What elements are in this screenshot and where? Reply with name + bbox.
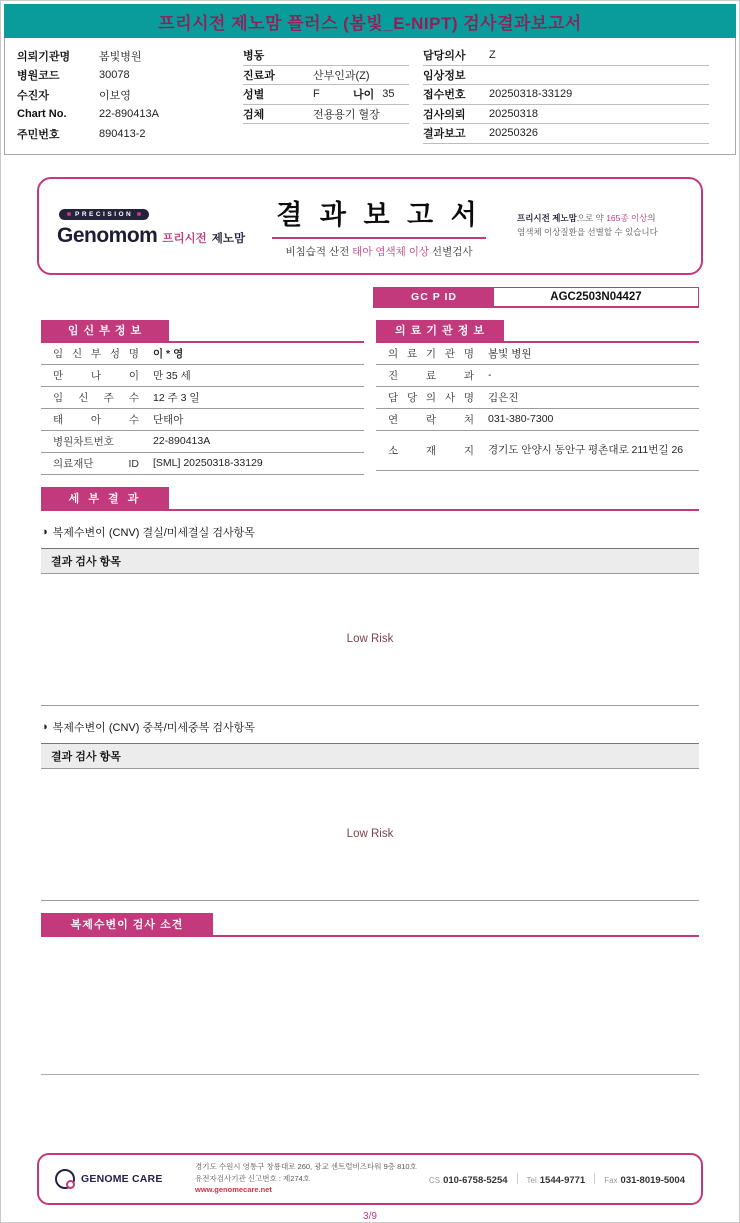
row-value: 22-890413A: [153, 435, 211, 447]
footer-contacts: [429, 1170, 685, 1188]
contact-value: 031-8019-5004: [620, 1174, 685, 1186]
genomecare-brand-name: GENOME CARE: [81, 1172, 163, 1185]
service-tagline: [517, 212, 683, 239]
table-row: [376, 409, 699, 431]
cnv-deletion-title-text: 복제수변이 (CNV) 결실/미세결실 검사항목: [52, 526, 255, 539]
logo-wordmark: [57, 224, 246, 248]
document-subtitle: [241, 244, 517, 259]
patient-header-box: [4, 38, 736, 155]
row-label: 담 당 의 사 명: [388, 391, 474, 404]
genomecare-brand: [55, 1169, 183, 1189]
badge-text: PRECISION: [75, 210, 134, 218]
footer: [37, 1153, 703, 1205]
row-value: 봄빛 병원: [488, 347, 532, 360]
contact-label: Fax: [604, 1175, 618, 1185]
risk-status: Low Risk: [346, 828, 394, 840]
row-value: [SML] 20250318-33129: [153, 457, 263, 469]
field-label: 검체: [243, 108, 265, 121]
field-value: 20250318: [489, 107, 538, 120]
field-value: 20250318-33129: [489, 88, 573, 101]
subtitle-highlight: 태아 염색체 이상: [352, 245, 430, 258]
tagline-brand: 프리시전 제노맘: [517, 212, 577, 223]
tagline-highlight: 165종 이상: [606, 212, 648, 223]
field-label: 진료과: [243, 69, 275, 82]
field-label: 주민번호: [17, 128, 60, 141]
row-label: 태 아 수: [53, 413, 139, 426]
row-label: 의 료 기 관 명: [388, 347, 474, 360]
report-title: 프리시전 제노맘 플러스 (봄빛_E-NIPT) 검사결과보고서: [158, 13, 582, 33]
contact-divider: [594, 1173, 595, 1184]
table-row: [376, 387, 699, 409]
genomecare-logo-icon: [55, 1169, 75, 1189]
cnv-duplication-result-area: [41, 769, 699, 901]
tagline-line2: 염색체 이상질환을 선별할 수 있습니다: [517, 226, 658, 237]
order-info-column: [423, 46, 723, 144]
field-label: 수진자: [17, 89, 49, 102]
info-row: [243, 66, 409, 86]
row-label: 임 신 주 수: [53, 391, 139, 404]
half-circle-icon: ◑: [41, 720, 48, 733]
info-row: [17, 85, 243, 105]
row-label: 임 신 부 성 명: [53, 347, 139, 360]
info-row: [243, 46, 409, 66]
info-row: [423, 46, 709, 66]
field-label: Chart No.: [17, 108, 67, 121]
page-number: 3/9: [363, 1210, 377, 1222]
contact-fax: [604, 1170, 685, 1188]
clinical-info-column: [243, 46, 423, 144]
gcp-id-bar: [373, 287, 699, 308]
mother-info-header-label: 임 신 부 정 보: [41, 320, 169, 341]
table-row: [376, 343, 699, 365]
contact-tel: [527, 1170, 586, 1188]
document-title: 결 과 보 고 서: [272, 193, 485, 239]
field-label: 병동: [243, 50, 265, 63]
contact-label: Tel: [526, 1175, 537, 1185]
cnv-deletion-result-area: [41, 574, 699, 706]
row-label: 병원차트번호: [53, 435, 114, 448]
footer-address-block: [195, 1161, 417, 1196]
row-value: 12 주 3 일: [153, 391, 200, 404]
field-label: 나이: [353, 89, 375, 102]
info-row: [423, 66, 709, 86]
table-row: [41, 387, 364, 409]
info-row: [243, 105, 409, 125]
field-value: 890413-2: [99, 127, 146, 140]
field-label: 의뢰기관명: [17, 50, 71, 63]
gcp-id-label: GC P ID: [374, 288, 494, 306]
requester-info-column: [17, 46, 243, 144]
table-row: [41, 343, 364, 365]
opinion-empty-area: [41, 937, 699, 1075]
contact-cs: [429, 1170, 508, 1188]
info-row: [423, 85, 709, 105]
row-value: 만 35 세: [153, 369, 191, 382]
info-row: [17, 105, 243, 125]
table-row: [41, 409, 364, 431]
field-value: 22-890413A: [99, 108, 159, 121]
field-value: 이보영: [99, 89, 131, 102]
row-value: 김은진: [488, 391, 519, 404]
field-value: 35: [382, 88, 395, 101]
row-label: 의료재단 ID: [53, 457, 139, 470]
row-value: -: [488, 369, 492, 381]
subtitle-pre: 비침습적 산전: [285, 245, 353, 258]
row-label: 연 락 처: [388, 413, 474, 426]
field-value: 봄빛병원: [99, 50, 142, 63]
field-label: 결과보고: [423, 128, 466, 141]
info-row: [17, 46, 243, 66]
table-row: [376, 431, 699, 471]
table-row: [376, 365, 699, 387]
contact-divider: [517, 1173, 518, 1184]
field-label: 접수번호: [423, 89, 466, 102]
info-tables: [41, 320, 699, 475]
row-value: 이 * 영: [153, 347, 184, 360]
field-label: 담당의사: [423, 50, 466, 63]
brand-name-en: Genomom: [57, 224, 158, 247]
contact-label: CS: [428, 1175, 441, 1185]
row-value: 031-380-7300: [488, 413, 554, 425]
info-row: [243, 85, 409, 105]
clinic-info-table: [376, 320, 699, 475]
risk-status: Low Risk: [346, 633, 394, 645]
field-label: 임상정보: [423, 69, 466, 82]
document-title-block: [241, 193, 517, 259]
genomom-logo: [57, 203, 246, 248]
brand-name-kr-highlight: 프리시전: [162, 233, 207, 245]
mother-info-table: [41, 320, 364, 475]
result-table-header: 결과 검사 항목: [41, 743, 699, 769]
field-label: 검사의뢰: [423, 108, 466, 121]
cnv-duplication-section-title: [41, 719, 699, 735]
info-row: [17, 66, 243, 86]
precision-badge: [59, 209, 149, 220]
detailed-results-header-label: 세 부 결 과: [41, 487, 169, 509]
genomecare-logo-accent: [66, 1180, 75, 1189]
document-header-box: [37, 177, 703, 275]
tagline-end: 의: [647, 212, 656, 223]
info-row: [423, 124, 709, 144]
subtitle-post: 선별검사: [429, 245, 473, 258]
field-value: 전용용기 혈장: [313, 108, 380, 121]
brand-name-kr: 제노맘: [211, 233, 246, 245]
table-row: [41, 365, 364, 387]
row-value: 단태아: [153, 413, 184, 426]
footer-address-line1: 경기도 수원시 영통구 창룡대로 260, 광교 센트럴비즈타워 9층 810호: [195, 1162, 417, 1172]
table-row: [41, 453, 364, 475]
result-table-header: 결과 검사 항목: [41, 548, 699, 574]
footer-address-line2: 유전자검사기관 신고번호 : 제274호: [195, 1173, 311, 1183]
field-label: 병원코드: [17, 70, 60, 83]
tagline-mid: 으로 약: [576, 212, 607, 223]
contact-value: 010-6758-5254: [443, 1174, 508, 1186]
gcp-id-value: AGC2503N04427: [494, 288, 698, 306]
half-circle-icon: ◑: [41, 525, 48, 538]
cnv-opinion-header: [41, 913, 699, 937]
mother-info-header: [41, 320, 364, 343]
badge-dot-icon: [137, 212, 141, 216]
footer-website: www.genomecare.net: [195, 1185, 272, 1195]
clinic-info-header-label: 의 료 기 관 정 보: [376, 320, 504, 341]
row-label: 소 재 지: [388, 444, 474, 457]
row-label: 만 나 이: [53, 369, 139, 382]
cnv-duplication-title-text: 복제수변이 (CNV) 중복/미세중복 검사항목: [52, 721, 255, 734]
table-row: [41, 431, 364, 453]
field-value: F: [313, 88, 320, 101]
contact-value: 1544-9771: [539, 1174, 586, 1186]
field-value: 30078: [99, 69, 130, 82]
report-header-bar: [4, 4, 736, 38]
info-row: [423, 105, 709, 125]
clinic-info-header: [376, 320, 699, 343]
field-value: Z: [489, 49, 496, 62]
field-value: 산부인과(Z): [313, 69, 370, 82]
cnv-deletion-section-title: [41, 524, 699, 540]
field-label: 성별: [243, 89, 265, 102]
row-value: 경기도 안양시 동안구 평촌대로 211번길 26: [488, 443, 684, 456]
field-value: 20250326: [489, 127, 538, 140]
info-row: [17, 124, 243, 144]
cnv-opinion-header-label: 복제수변이 검사 소견: [41, 913, 213, 935]
row-label: 진 료 과: [388, 369, 474, 382]
badge-dot-icon: [67, 212, 71, 216]
detailed-results-header: [41, 487, 699, 511]
